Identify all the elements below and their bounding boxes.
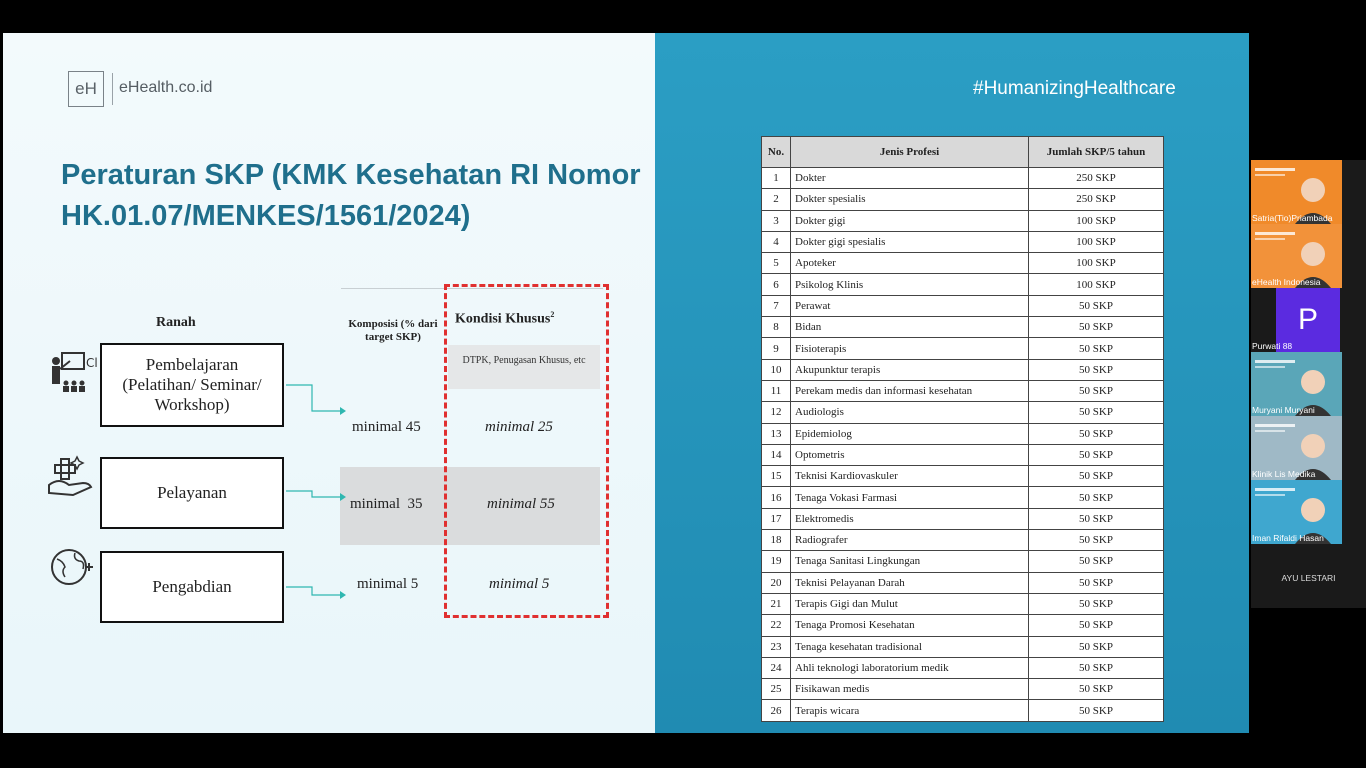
cell-skp: 50 SKP — [1029, 593, 1164, 614]
globe-icon — [49, 547, 95, 587]
cell-profesi: Epidemiolog — [791, 423, 1029, 444]
ranah-box-pelayanan: Pelayanan — [100, 457, 284, 529]
table-row — [762, 189, 1164, 210]
kondisi-pengabdian: minimal 5 — [489, 576, 550, 592]
participant-name: Muryani Muryani — [1252, 405, 1315, 415]
skp-table-body — [762, 168, 1164, 722]
cell-profesi: Teknisi Kardiovaskuler — [791, 466, 1029, 487]
table-row — [762, 636, 1164, 657]
komposisi-header: Komposisi (% dari target SKP) — [348, 318, 438, 343]
header-jumlah-skp: Jumlah SKP/5 tahun — [1029, 137, 1164, 168]
svg-text:Cl: Cl — [86, 356, 98, 370]
cell-no: 17 — [762, 508, 791, 529]
cell-profesi: Elektromedis — [791, 508, 1029, 529]
hashtag-text: #HumanizingHealthcare — [973, 78, 1176, 99]
kondisi-header-sup: 2 — [550, 310, 555, 319]
cell-profesi: Akupunktur terapis — [791, 359, 1029, 380]
table-row — [762, 402, 1164, 423]
cell-skp: 250 SKP — [1029, 189, 1164, 210]
participant-tile[interactable] — [1251, 224, 1366, 288]
table-row — [762, 679, 1164, 700]
kondisi-subheader: DTPK, Penugasan Khusus, etc — [448, 345, 600, 389]
table-header-row — [762, 137, 1164, 168]
cell-skp: 50 SKP — [1029, 700, 1164, 721]
arrow-pelayanan — [286, 489, 346, 501]
kondisi-dashed-frame — [444, 284, 609, 618]
table-row — [762, 615, 1164, 636]
ranah-box-pengabdian: Pengabdian — [100, 551, 284, 623]
arrow-pembelajaran — [286, 383, 346, 415]
cell-no: 8 — [762, 317, 791, 338]
participant-avatar: P — [1276, 288, 1340, 352]
cell-no: 26 — [762, 700, 791, 721]
cell-no: 10 — [762, 359, 791, 380]
participant-name: Iman Rifaldi Hasan — [1252, 533, 1324, 543]
table-row — [762, 168, 1164, 189]
participant-name: Purwati 88 — [1252, 341, 1293, 351]
cell-no: 11 — [762, 380, 791, 401]
cell-no: 2 — [762, 189, 791, 210]
table-row — [762, 487, 1164, 508]
participant-name: Satria(Tio)Priambada — [1252, 213, 1333, 223]
table-row — [762, 338, 1164, 359]
cell-no: 18 — [762, 530, 791, 551]
shared-slide — [3, 33, 1249, 733]
cell-skp: 100 SKP — [1029, 210, 1164, 231]
skp-table — [761, 136, 1164, 722]
participant-name: AYU LESTARI — [1281, 573, 1336, 583]
table-row — [762, 380, 1164, 401]
cell-skp: 50 SKP — [1029, 636, 1164, 657]
cell-no: 13 — [762, 423, 791, 444]
cell-no: 5 — [762, 253, 791, 274]
cell-skp: 100 SKP — [1029, 231, 1164, 252]
cell-profesi: Teknisi Pelayanan Darah — [791, 572, 1029, 593]
cell-skp: 100 SKP — [1029, 274, 1164, 295]
cell-no: 1 — [762, 168, 791, 189]
cell-skp: 50 SKP — [1029, 402, 1164, 423]
komposisi-pembelajaran: minimal 45 — [352, 419, 421, 435]
cell-profesi: Optometris — [791, 444, 1029, 465]
cell-skp: 50 SKP — [1029, 572, 1164, 593]
participant-strip[interactable] — [1251, 160, 1366, 608]
cell-profesi: Dokter — [791, 168, 1029, 189]
table-row — [762, 444, 1164, 465]
cell-profesi: Radiografer — [791, 530, 1029, 551]
cell-no: 6 — [762, 274, 791, 295]
cell-profesi: Fisioterapis — [791, 338, 1029, 359]
table-row — [762, 423, 1164, 444]
table-row — [762, 530, 1164, 551]
cell-skp: 100 SKP — [1029, 253, 1164, 274]
kondisi-header-text: Kondisi Khusus — [455, 311, 551, 327]
table-row — [762, 253, 1164, 274]
cell-profesi: Fisikawan medis — [791, 679, 1029, 700]
table-row — [762, 593, 1164, 614]
table-row — [762, 700, 1164, 721]
table-row — [762, 359, 1164, 380]
participant-tile[interactable] — [1251, 288, 1366, 352]
cell-profesi: Tenaga Sanitasi Lingkungan — [791, 551, 1029, 572]
slide-title: Peraturan SKP (KMK Kesehatan RI Nomor HK.01.07/MENKES/1561/2024) — [61, 159, 641, 232]
cell-profesi: Perekam medis dan informasi kesehatan — [791, 380, 1029, 401]
ehealth-logo-text: eHealth.co.id — [119, 79, 213, 96]
cell-skp: 50 SKP — [1029, 317, 1164, 338]
arrow-pengabdian — [286, 585, 346, 599]
cell-no: 24 — [762, 657, 791, 678]
cell-no: 19 — [762, 551, 791, 572]
cell-skp: 50 SKP — [1029, 551, 1164, 572]
cell-no: 15 — [762, 466, 791, 487]
cell-profesi: Dokter spesialis — [791, 189, 1029, 210]
cell-skp: 50 SKP — [1029, 423, 1164, 444]
participant-tile[interactable] — [1251, 416, 1366, 480]
participant-name: eHealth Indonesia — [1252, 277, 1321, 287]
cell-skp: 50 SKP — [1029, 380, 1164, 401]
table-row — [762, 551, 1164, 572]
cell-profesi: Terapis Gigi dan Mulut — [791, 593, 1029, 614]
kondisi-pelayanan: minimal 55 — [487, 496, 555, 512]
cell-profesi: Tenaga Vokasi Farmasi — [791, 487, 1029, 508]
cell-no: 23 — [762, 636, 791, 657]
cell-no: 12 — [762, 402, 791, 423]
cell-skp: 50 SKP — [1029, 530, 1164, 551]
kondisi-pembelajaran: minimal 25 — [485, 419, 553, 435]
cell-profesi: Dokter gigi — [791, 210, 1029, 231]
ranah-header: Ranah — [156, 315, 196, 330]
cell-profesi: Apoteker — [791, 253, 1029, 274]
cell-profesi: Psikolog Klinis — [791, 274, 1029, 295]
table-row — [762, 317, 1164, 338]
cell-no: 25 — [762, 679, 791, 700]
cell-skp: 50 SKP — [1029, 679, 1164, 700]
table-row — [762, 508, 1164, 529]
cell-skp: 50 SKP — [1029, 487, 1164, 508]
cell-profesi: Dokter gigi spesialis — [791, 231, 1029, 252]
cell-no: 9 — [762, 338, 791, 359]
cell-no: 22 — [762, 615, 791, 636]
cell-skp: 50 SKP — [1029, 338, 1164, 359]
table-row — [762, 274, 1164, 295]
table-row — [762, 466, 1164, 487]
participant-tile[interactable] — [1251, 352, 1366, 416]
header-jenis-profesi: Jenis Profesi — [791, 137, 1029, 168]
cell-skp: 50 SKP — [1029, 508, 1164, 529]
cell-no: 7 — [762, 295, 791, 316]
cell-profesi: Tenaga kesehatan tradisional — [791, 636, 1029, 657]
komposisi-pengabdian: minimal 5 — [357, 576, 419, 592]
participant-tile[interactable] — [1251, 544, 1366, 608]
cell-no: 4 — [762, 231, 791, 252]
training-icon — [48, 351, 100, 395]
ehealth-logo-mark: eH — [68, 71, 104, 107]
table-row — [762, 657, 1164, 678]
cell-no: 20 — [762, 572, 791, 593]
cell-skp: 50 SKP — [1029, 657, 1164, 678]
table-row — [762, 231, 1164, 252]
participant-name: Klinik Lis Medika — [1252, 469, 1316, 479]
cell-profesi: Tenaga Promosi Kesehatan — [791, 615, 1029, 636]
cell-no: 21 — [762, 593, 791, 614]
ranah-box-pembelajaran: Pembelajaran (Pelatihan/ Seminar/ Workshop) — [100, 343, 284, 427]
cell-profesi: Terapis wicara — [791, 700, 1029, 721]
cell-no: 3 — [762, 210, 791, 231]
header-no: No. — [762, 137, 791, 168]
cell-skp: 50 SKP — [1029, 615, 1164, 636]
slide-left-panel — [3, 33, 655, 733]
cell-skp: 50 SKP — [1029, 444, 1164, 465]
cell-skp: 250 SKP — [1029, 168, 1164, 189]
participant-tile[interactable] — [1251, 160, 1366, 224]
cell-profesi: Bidan — [791, 317, 1029, 338]
cell-skp: 50 SKP — [1029, 466, 1164, 487]
komposisi-pelayanan: minimal 35 — [350, 496, 423, 512]
cell-skp: 50 SKP — [1029, 295, 1164, 316]
table-row — [762, 295, 1164, 316]
cell-no: 16 — [762, 487, 791, 508]
cell-profesi: Audiologis — [791, 402, 1029, 423]
cell-profesi: Ahli teknologi laboratorium medik — [791, 657, 1029, 678]
cell-no: 14 — [762, 444, 791, 465]
cell-skp: 50 SKP — [1029, 359, 1164, 380]
table-row — [762, 572, 1164, 593]
care-hand-icon — [47, 453, 97, 497]
participant-tile[interactable] — [1251, 480, 1366, 544]
table-row — [762, 210, 1164, 231]
logo-divider — [112, 73, 113, 105]
cell-profesi: Perawat — [791, 295, 1029, 316]
